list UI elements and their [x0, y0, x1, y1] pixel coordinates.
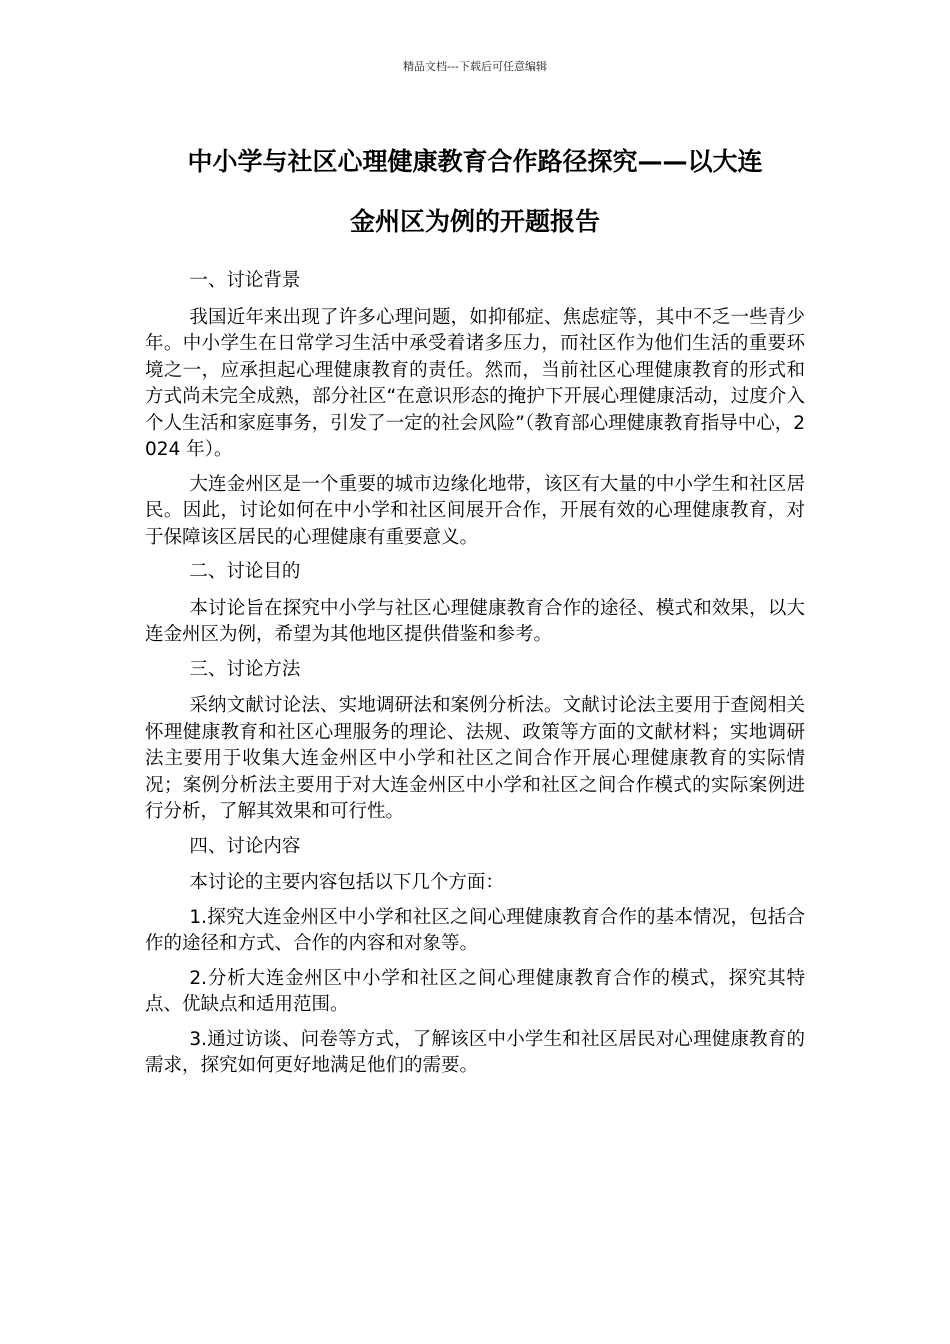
- list-item-content-3: 3.通过访谈、问卷等方式，了解该区中小学生和社区居民对心理健康教育的需求，探究如何更好地满足他们的需要。: [145, 1028, 805, 1076]
- page-header: 精品文档---下载后可任意编辑: [403, 60, 547, 73]
- section-heading-background: 一、讨论背景: [189, 270, 301, 291]
- paragraph-background-2: 大连金州区是一个重要的城市边缘化地带，该区有大量的中小学生和社区居民。因此，讨论如何在中小学和社区间展开合作，开展有效的心理健康教育，对于保障该区居民的心理健康有重要意义。: [145, 473, 805, 548]
- title-line-1: 中小学与社区心理健康教育合作路径探究——以大连: [187, 147, 763, 176]
- document-body: [145, 268, 805, 1088]
- section-heading-content: 四、讨论内容: [189, 835, 301, 857]
- section-heading-purpose: 二、讨论目的: [189, 561, 301, 582]
- title-line-2: 金州区为例的开题报告: [349, 207, 600, 236]
- paragraph-purpose: 本讨论旨在探究中小学与社区心理健康教育合作的途径、模式和效果，以大连金州区为例，希望为其他地区提供借鉴和参考。: [145, 597, 805, 645]
- list-item-content-1: 1.探究大连金州区中小学和社区之间心理健康教育合作的基本情况，包括合作的途径和方式、合作的内容和对象等。: [145, 906, 805, 954]
- paragraph-content-intro: 本讨论的主要内容包括以下几个方面：: [189, 872, 504, 893]
- paragraph-method: 采纳文献讨论法、实地调研法和案例分析法。文献讨论法主要用于查阅相关怀理健康教育和社区心理服务的理论、法规、政策等方面的文献材料；实地调研法主要用于收集大连金州区中小学和社区之间合作开展心理健康教育的实际情况；案例分析法主要用于对大连金州区中小学和社区之间合作模式的实际案例进行分析，了解其效果和可行性。: [145, 695, 805, 822]
- document-title: [0, 132, 950, 252]
- paragraph-background-1: 我国近年来出现了许多心理问题，如抑郁症、焦虑症等，其中不乏一些青少年。中小学生在日常学习生活中承受着诸多压力，而社区作为他们生活的重要环境之一，应承担起心理健康教育的责任。然而，当前社区心理健康教育的形式和方式尚未完全成熟，部分社区“在意识形态的掩护下开展心理健康活动，过度介入个人生活和家庭事务，引发了一定的社会风险”（教育部心理健康教育指导中心，2024 年）。: [145, 306, 805, 460]
- section-heading-method: 三、讨论方法: [189, 658, 301, 680]
- list-item-content-2: 2.分析大连金州区中小学和社区之间心理健康教育合作的模式，探究其特点、优缺点和适用范围。: [145, 967, 805, 1015]
